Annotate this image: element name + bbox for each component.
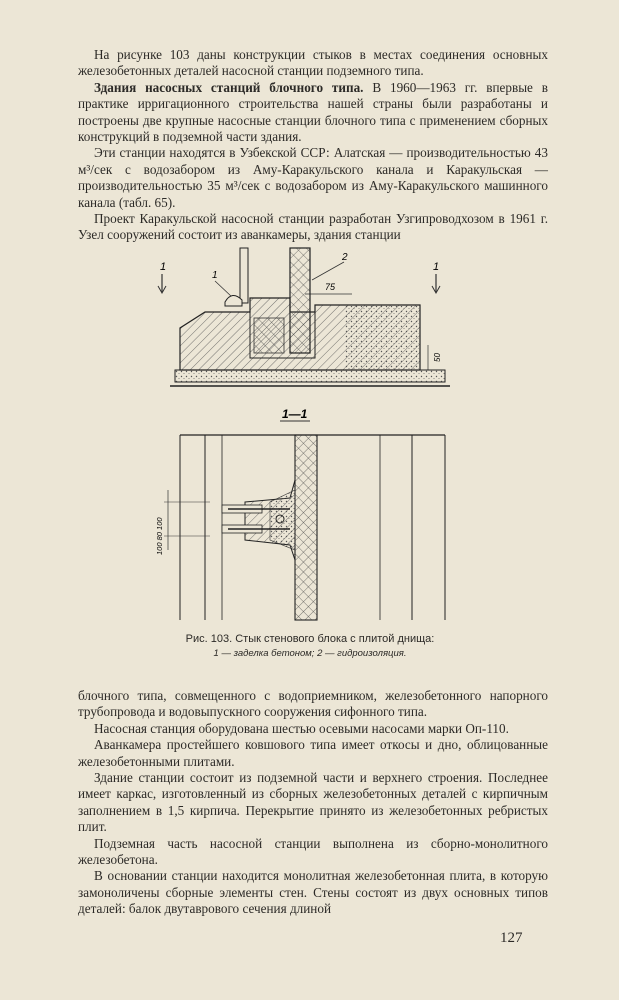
page-number: 127	[500, 930, 523, 946]
dimension-75: 75	[325, 282, 336, 292]
paragraph: блочного типа, совмещенного с водоприемником, железобетонного напорного трубопровода и водовыпускного сооружения сифонного типа.	[78, 688, 548, 720]
figure-caption: Рис. 103. Стык стенового блока с плитой днища:	[185, 633, 435, 645]
paragraph: В основании станции находится монолитная железобетонная плита, в которую замоноличены сборные элементы стен. Стены состоят из двух основных типов деталей: балок двутаврового сечения длиной	[78, 868, 548, 917]
joint-elevation-drawing	[158, 248, 450, 386]
section-title: 1—1	[282, 407, 308, 421]
label-2: 2	[342, 252, 348, 263]
paragraph	[78, 80, 548, 146]
paragraph: Насосная станция оборудована шестью осевыми насосами марки Оп-110.	[94, 720, 509, 736]
paragraph: Эти станции находятся в Узбекской ССР: Алатская — производительностью 43 м³/сек с водозабором из Аму-Каракульского канала и Каракульская — производительностью 35 м³/сек с водозабором из Аму-Каракульского машинного канала (табл. 65).	[78, 145, 548, 210]
paragraph: Подземная часть насосной станции выполнена из сборно-монолитного железобетона.	[78, 835, 548, 868]
paragraph-text: В 1960—1963 гг. впервые в практике ирригационного строительства нашей страны были разработаны и построены две крупные насосные станции блочного типа с применением сборных конструкций в подземной части здания.	[78, 79, 548, 145]
paragraph: Проект Каракульской насосной станции разработан Узгипроводхозом в 1961 г. Узел сооружений состоит из аванкамеры, здания станции	[78, 211, 548, 243]
section-1-1-drawing	[155, 435, 445, 620]
paragraph: На рисунке 103 даны конструкции стыков в местах соединения основных железобетонных деталей насосной станции подземного типа.	[78, 47, 548, 79]
dimension-side: 100 80 100	[155, 517, 164, 555]
section-mark-right: 1	[433, 261, 440, 273]
paragraph: Здание станции состоит из подземной части и верхнего строения. Последнее имеет каркас, изготовленный из сборных железобетонных деталей с кирпичным заполнением в 1,5 кирпича. Перекрытие принято из железобетонных ребристых плит.	[78, 770, 548, 835]
label-1: 1	[212, 270, 218, 281]
bottom-text-block	[78, 688, 548, 918]
dimension-50: 50	[433, 353, 442, 362]
section-heading: Здания насосных станций блочного типа.	[94, 79, 364, 95]
figure-103-drawing	[150, 240, 470, 655]
top-text-block	[78, 47, 548, 244]
paragraph: Аванкамера простейшего ковшового типа имеет откосы и дно, облицованные железобетонными плитами.	[78, 737, 548, 769]
section-mark-left: 1	[160, 261, 167, 273]
figure-legend: 1 — заделка бетоном; 2 — гидроизоляция.	[213, 648, 407, 659]
